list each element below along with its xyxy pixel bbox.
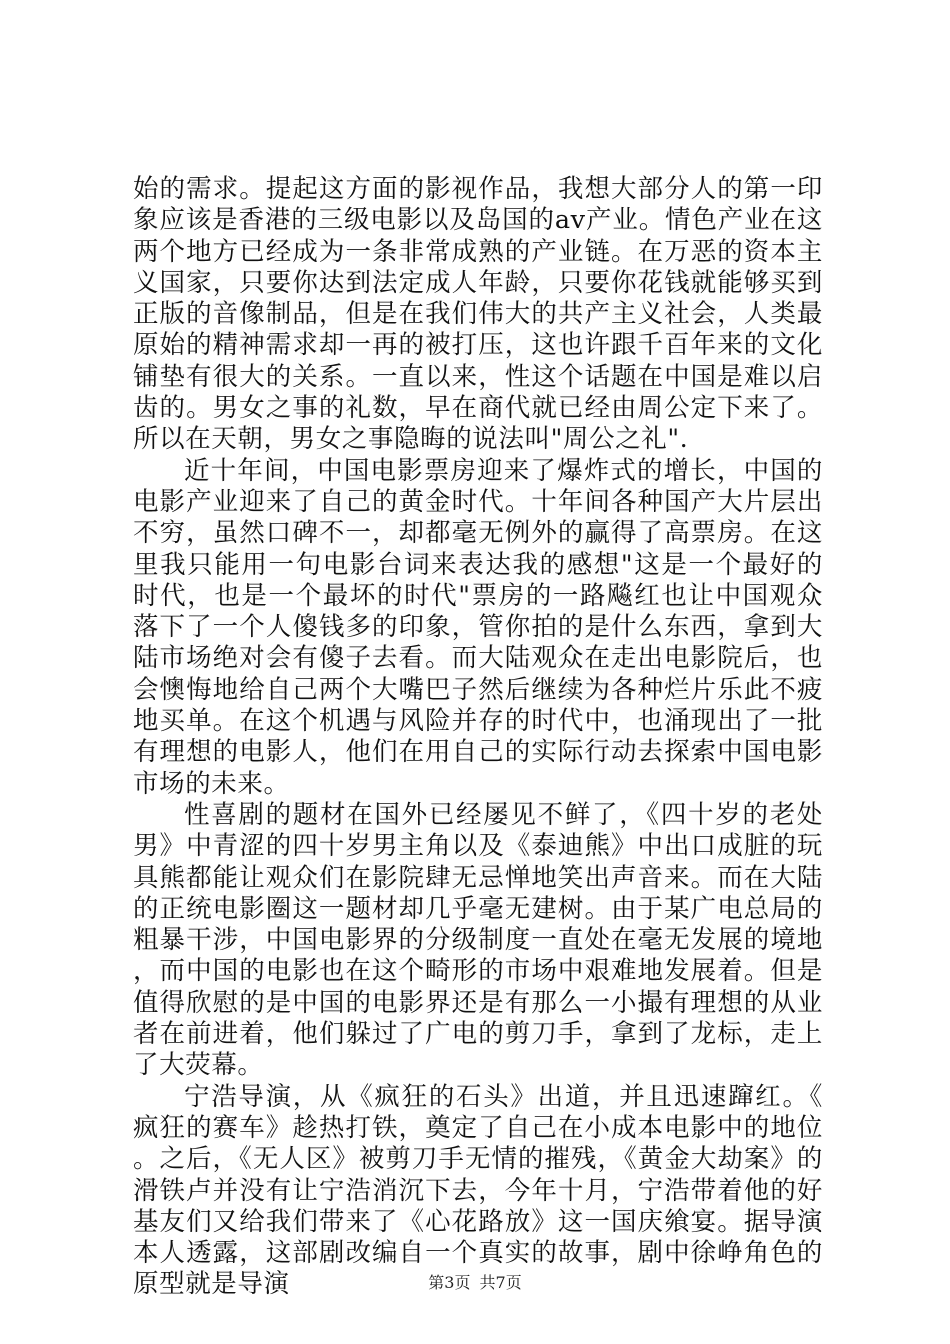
paragraph-4: 宁浩导演，从《疯狂的石头》出道，并且迅速蹿红。《疯狂的赛车》趁热打铁，奠定了自己在小成本电影中的地位。之后，《无人区》被剪刀手无情的摧残，《黄金大劫案》的滑铁卢并没有让宁浩消沉下去，今年十月，宁浩带着他的好基友们又给我们带来了《心花路放》这一国庆飨宴。据导演本人透露，这部剧改编自一个真实的故事，剧中徐峥角色的原型就是导演: [133, 1081, 823, 1300]
page-footer: 第3页 共7页: [428, 1273, 522, 1292]
paragraph-1: 始的需求。提起这方面的影视作品，我想大部分人的第一印象应该是香港的三级电影以及岛国的av产业。情色产业在这两个地方已经成为一条非常成熟的产业链。在万恶的资本主义国家，只要你达到法定成人年龄，只要你花钱就能够买到正版的音像制品，但是在我们伟大的共产主义社会，人类最原始的精神需求却一再的被打压，这也许跟千百年来的文化铺垫有很大的关系。一直以来，性这个话题在中国是难以启齿的。男女之事的礼数，早在商代就已经由周公定下来了。所以在天朝，男女之事隐晦的说法叫"周公之礼".: [133, 174, 823, 455]
paragraph-3: 性喜剧的题材在国外已经屡见不鲜了，《四十岁的老处男》中青涩的四十岁男主角以及《泰迪熊》中出口成脏的玩具熊都能让观众们在影院肆无忌惮地笑出声音来。而在大陆的正统电影圈这一题材却几乎毫无建树。由于某广电总局的粗暴干涉，中国电影界的分级制度一直处在毫无发展的境地，而中国的电影也在这个畸形的市场中艰难地发展着。但是值得欣慰的是中国的电影界还是有那么一小撮有理想的从业者在前进着，他们躲过了广电的剪刀手，拿到了龙标，走上了大荧幕。: [133, 799, 823, 1081]
paragraph-2: 近十年间，中国电影票房迎来了爆炸式的增长，中国的电影产业迎来了自己的黄金时代。十年间各种国产大片层出不穷，虽然口碑不一，却都毫无例外的赢得了高票房。在这里我只能用一句电影台词来表达我的感想"这是一个最好的时代，也是一个最坏的时代"票房的一路飚红也让中国观众落下了一个人傻钱多的印象，管你拍的是什么东西，拿到大陆市场绝对会有傻子去看。而大陆观众在走出电影院后，也会懊悔地给自己两个大嘴巴子然后继续为各种烂片乐此不疲地买单。在这个机遇与风险并存的时代中，也涌现出了一批有理想的电影人，他们在用自己的实际行动去探索中国电影市场的未来。: [133, 455, 823, 799]
body-text: [133, 174, 823, 1301]
